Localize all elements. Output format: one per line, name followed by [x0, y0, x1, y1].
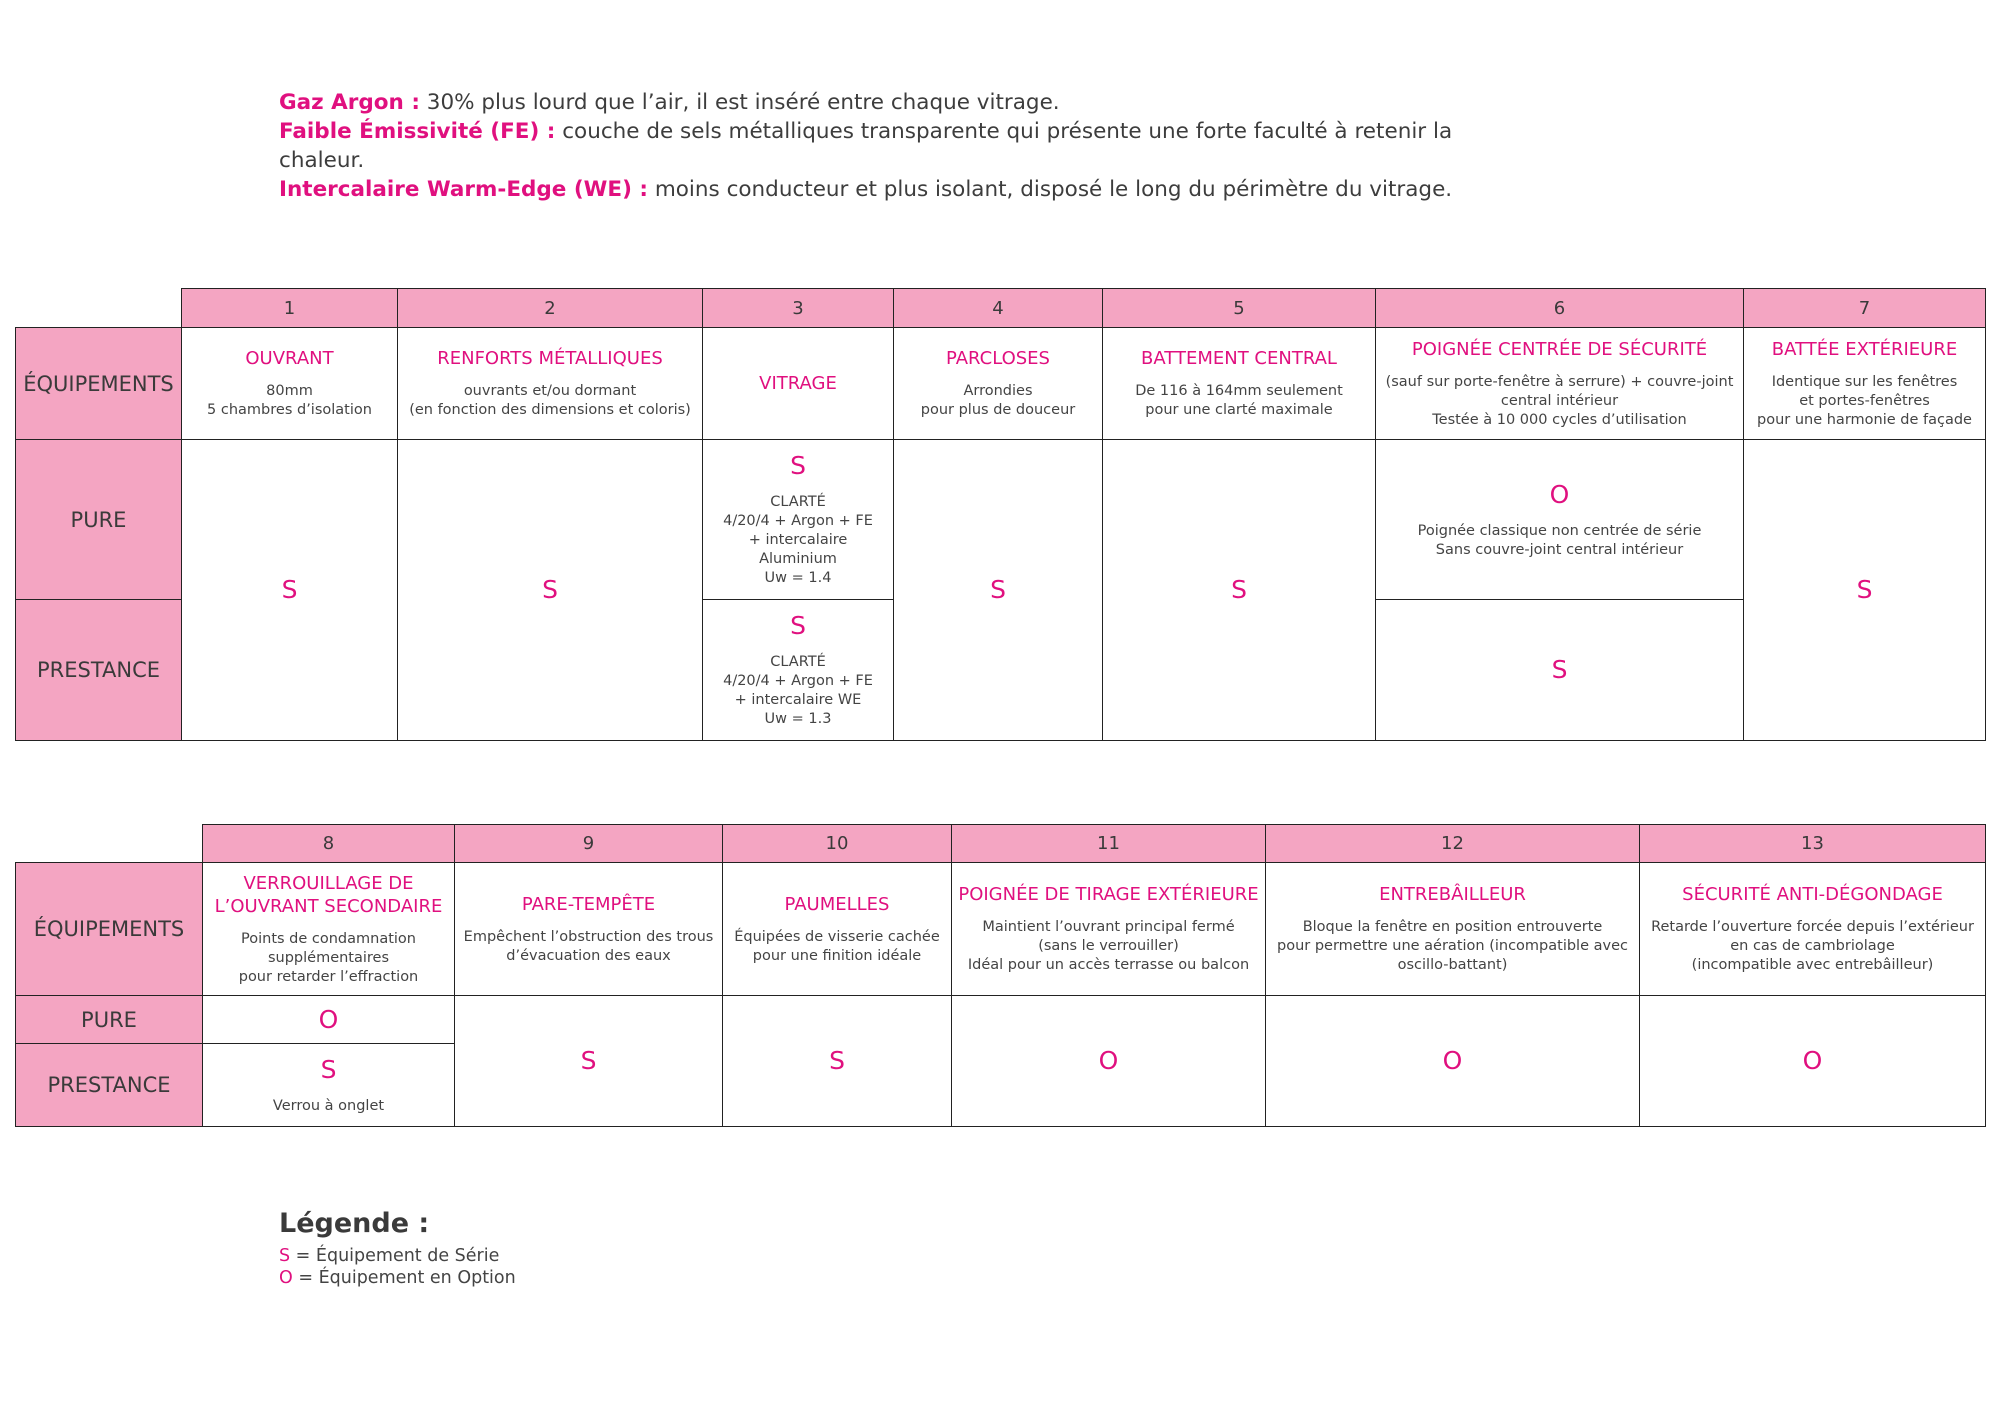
equipment-header-cell: PAUMELLES Équipées de visserie cachée pour une finition idéale [723, 863, 952, 996]
row-header-equipements: ÉQUIPEMENTS [16, 328, 182, 440]
mark-cell: S [182, 440, 398, 741]
equipment-header-cell: BATTÉE EXTÉRIEURE Identique sur les fenêtres et portes-fenêtres pour une harmonie de façade [1744, 328, 1986, 440]
mark-cell: S [398, 440, 703, 741]
equipment-table-2 [15, 824, 1986, 1127]
col-number: 5 [1103, 289, 1376, 328]
equipment-header-cell: POIGNÉE CENTRÉE DE SÉCURITÉ (sauf sur porte-fenêtre à serrure) + couvre-joint central intérieur Testée à 10 000 cycles d’utilisation [1376, 328, 1744, 440]
row-header-pure: PURE [16, 996, 203, 1044]
mark-cell: S CLARTÉ 4/20/4 + Argon + FE + intercalaire WE Uw = 1.3 [703, 600, 894, 741]
row-header-pure: PURE [16, 440, 182, 600]
mark-cell: S [1376, 600, 1744, 741]
mark-cell: S [1744, 440, 1986, 741]
equipment-header-cell: VERROUILLAGE DE L’OUVRANT SECONDAIRE Points de condamnation supplémentaires pour retarder l’effraction [203, 863, 455, 996]
row-header-equipements: ÉQUIPEMENTS [16, 863, 203, 996]
col-number: 3 [703, 289, 894, 328]
col-number: 2 [398, 289, 703, 328]
corner-blank [16, 289, 182, 328]
col-number: 7 [1744, 289, 1986, 328]
col-number: 9 [455, 825, 723, 863]
col-number: 10 [723, 825, 952, 863]
mark-cell: O Poignée classique non centrée de série Sans couvre-joint central intérieur [1376, 440, 1744, 600]
mark-cell: O [952, 996, 1266, 1127]
legend-serie: S = Équipement de Série [279, 1246, 500, 1266]
col-number: 6 [1376, 289, 1744, 328]
mark-cell: S CLARTÉ 4/20/4 + Argon + FE + intercalaire Aluminium Uw = 1.4 [703, 440, 894, 600]
col-number: 13 [1640, 825, 1986, 863]
mark-cell: S Verrou à onglet [203, 1044, 455, 1127]
mark-cell: S [894, 440, 1103, 741]
mark-cell: S [1103, 440, 1376, 741]
equipment-header-cell: BATTEMENT CENTRAL De 116 à 164mm seulement pour une clarté maximale [1103, 328, 1376, 440]
equipment-header-cell: VITRAGE [703, 328, 894, 440]
row-header-prestance: PRESTANCE [16, 1044, 203, 1127]
equipment-header-cell: PARCLOSES Arrondies pour plus de douceur [894, 328, 1103, 440]
col-number: 4 [894, 289, 1103, 328]
mark-cell: S [455, 996, 723, 1127]
equipment-header-cell: ENTREBÂILLEUR Bloque la fenêtre en position entrouverte pour permettre une aération (incompatible avec oscillo-battant) [1266, 863, 1640, 996]
equipment-header-cell: RENFORTS MÉTALLIQUES ouvrants et/ou dormant (en fonction des dimensions et coloris) [398, 328, 703, 440]
row-header-prestance: PRESTANCE [16, 600, 182, 741]
equipment-header-cell: POIGNÉE DE TIRAGE EXTÉRIEURE Maintient l’ouvrant principal fermé (sans le verrouiller) Idéal pour un accès terrasse ou balcon [952, 863, 1266, 996]
mark-cell: O [203, 996, 455, 1044]
col-number: 12 [1266, 825, 1640, 863]
legend [279, 1208, 516, 1289]
legend-option: O = Équipement en Option [279, 1268, 516, 1288]
equipment-header-cell: PARE-TEMPÊTE Empêchent l’obstruction des trous d’évacuation des eaux [455, 863, 723, 996]
mark-cell: O [1640, 996, 1986, 1127]
col-number: 1 [182, 289, 398, 328]
def-argon: Gaz Argon : 30% plus lourd que l’air, il est inséré entre chaque vitrage. [279, 90, 1060, 115]
equipment-header-cell: SÉCURITÉ ANTI-DÉGONDAGE Retarde l’ouverture forcée depuis l’extérieur en cas de cambriolage (incompatible avec entrebâilleur) [1640, 863, 1986, 996]
col-number: 11 [952, 825, 1266, 863]
equipment-table-1 [15, 288, 1986, 741]
mark-cell: O [1266, 996, 1640, 1127]
intro-definitions [279, 88, 1509, 204]
col-number: 8 [203, 825, 455, 863]
equipment-header-cell: OUVRANT 80mm 5 chambres d’isolation [182, 328, 398, 440]
def-we: Intercalaire Warm-Edge (WE) : moins conducteur et plus isolant, disposé le long du périmètre du vitrage. [279, 177, 1453, 202]
legend-title: Légende : [279, 1208, 430, 1239]
mark-cell: S [723, 996, 952, 1127]
def-fe: Faible Émissivité (FE) : couche de sels métalliques transparente qui présente une forte faculté à retenir la chaleur. [279, 119, 1453, 173]
corner-blank [16, 825, 203, 863]
